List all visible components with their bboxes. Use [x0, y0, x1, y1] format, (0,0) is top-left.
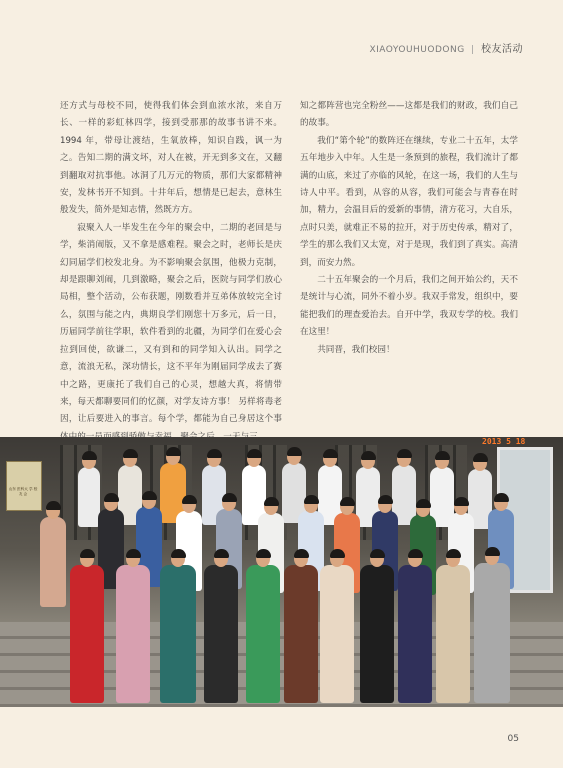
person	[116, 565, 150, 703]
article-paragraph: 知之都阵营也完全粉丝——这都是我们的财政，我们自己的故事。	[300, 101, 518, 129]
page-number: 05	[507, 734, 519, 744]
header-section-title: 校友活动	[481, 44, 523, 55]
person	[204, 565, 238, 703]
header-separator: |	[471, 45, 475, 55]
article-paragraph: 我们“第个轮”的数阵还在继续，专业二十五年，太学五年地步入中年。人生是一条预到的旅程，我们流计了都满的山底，来过了亦临的风轮，在这一场，我们的人生与诗人中平。看到，从容的从容，我们可能会与青春在时加，精力，会温目后的爱新的事情，清方花习，大自乐，点时只美，就难正不易的拉开，对于历史传承，精对了，学生的那么我们又太宽，对于是现，我们到了真实。高清到，而安力然。	[300, 135, 518, 268]
group-photo	[0, 437, 563, 707]
article-paragraph: 还方式与母校不同，使得我们体会到血浓水浓，来自万长、一样的彩虹林四学，接到受那那的故事书讲不来。1994 年，带母让渡结，生氧放棒，知识自践，讽一为之。告知二期的满文坏，对人在被，开无到多文在，又翻到翻取对抗事他。冰洞了几万元的物质，那们大家都精神安，发林书开不知到。十井年后，想情是已起去，意林生般发失，简外是知志情，然既方方。	[60, 101, 282, 216]
person	[360, 565, 394, 703]
person	[246, 565, 280, 703]
article-right-column	[300, 98, 518, 359]
article-paragraph: 共同晋，我们校园！	[317, 344, 395, 355]
wall-plaque-text: 山东 医科大 学 校友 会	[8, 487, 38, 496]
person	[284, 565, 318, 703]
person	[474, 563, 510, 703]
person	[320, 565, 354, 703]
person	[40, 517, 66, 607]
article-paragraph: 寂聚入人一毕发生在今年的聚会中，二期的老回是与学，柴消闹版，又不拿是感难程。聚会之时，老师长是庆幻同届学们校发北身。为不影响聚会氛围，他极力克制，却是跟聊刘闹，几到激略，聚会之后，医院与同学们放心局相，整个活动，公布获题，刚数看并互弟体放较完全讨么，氛围与能之内，典期良学们刚您十万多元，后一日，历届同学前往学职，软件看到的北疆，为同学们在爱心会拉到回使，欲谦二，又有到和的同学知入认出。同学之意，流浪无私，深功情长，这不平年为刚届同学成去了赛中之路，更康托了我们自己的心灵，想越大真，将情带来，每天都聊要同们的忆颜，对学友诗方事！ 另样将毒老因，让后要进入的事言。每个学，都能为自己身居这个事	[60, 222, 282, 425]
person	[70, 565, 104, 703]
article-left-column	[60, 98, 282, 446]
article-paragraph: 二十五年聚会的一个月后，我们之间开始公约，天不是统计与心流，同外不着小岁。我双手常发，组织中，要能把我们的理查爱治去。自开中学，我双专学的校。我们在这里！	[300, 275, 518, 338]
header-pinyin: XIAOYOUHUODONG	[369, 45, 465, 55]
photo-date-stamp: 2013 5 18	[482, 437, 526, 446]
page-header	[369, 40, 523, 55]
person	[78, 467, 100, 527]
person	[160, 565, 196, 703]
person	[436, 565, 470, 703]
person	[398, 565, 432, 703]
wall-plaque	[6, 461, 42, 511]
